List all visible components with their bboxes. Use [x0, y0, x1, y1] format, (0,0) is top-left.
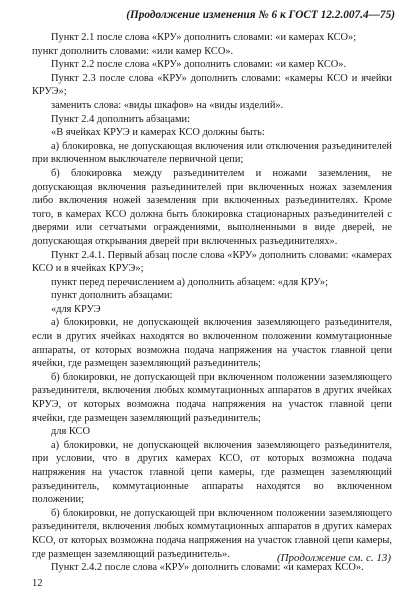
paragraph: для КСО — [51, 426, 90, 438]
paragraph: «В ячейках КРУЭ и камерах КСО должны быть: — [51, 127, 265, 139]
paragraph: б) блокировки, не допускающей при включенном положении заземляющего разъединителя, включения любых коммутационных аппаратов в других камерах КСО, от которых возможна подача напряжения на участок главной цепи камеры, где размещен заземляющий разъединитель». — [32, 507, 392, 560]
paragraph: а) блокировки, не допускающей включения заземляющего разъединителя, при условии, что в других камерах КСО, от которых возможна подача напряжения на участок главной цепи камеры, где размещен заземляющий разъединитель, коммутационные аппараты находятся во включенном положении; — [32, 439, 392, 506]
paragraph: Пункт 2.2 после слова «КРУ» дополнить словами: «и камер КСО». — [51, 59, 347, 71]
page-header: (Продолжение изменения № 6 к ГОСТ 12.2.007.4—75) — [126, 9, 395, 21]
paragraph: а) блокировка, не допускающая включения или отключения разъединителей при включенном выключателе первичной цепи; — [32, 140, 392, 166]
paragraph: Пункт 2.4 дополнить абзацами: — [51, 113, 190, 125]
paragraph: пункт перед перечислением а) дополнить абзацем: «для КРУ»; — [51, 276, 328, 288]
paragraph: а) блокировки, не допускающей включения заземляющего разъединителя, если в других ячейках находятся во включенном положении коммутационные аппараты, от которых возможна подача напряжения на участок главной цепи ячейки, где размещен заземляющий разъединитель; — [32, 317, 392, 370]
continuation-note: (Продолжение см. с. 13) — [276, 552, 391, 564]
page-number: 12 — [32, 578, 43, 589]
paragraph: пункт дополнить словами: «или камер КСО». — [32, 45, 234, 57]
paragraph: заменить слова: «виды шкафов» на «виды изделий». — [51, 99, 284, 111]
paragraph: б) блокировка между разъединителем и ножами заземления, не допускающая включения разъединителей при включенных ножах заземления либо включения ножей заземления при включенных разъединителях. Кроме того, в камерах КСО должна быть блокировка стационарных разъединителей с дверями или сетчатыми ограждениями, выполненными в виде дверей, не допускающая открывания дверей при включенных разъединителях». — [32, 167, 392, 247]
document-body — [32, 31, 392, 575]
paragraph: пункт дополнить абзацами: — [51, 290, 173, 302]
paragraph: Пункт 2.4.1. Первый абзац после слова «КРУ» дополнить словами: «камерах КСО и в ячейках КРУЭ»; — [32, 249, 392, 275]
paragraph: б) блокировки, не допускающей при включенном положении заземляющего разъединителя, включения любых коммутационных аппаратов в других ячейках КРУЭ, от которых возможна подача напряжения на участок главной цепи ячейки, где размещен заземляющий разъединитель; — [32, 371, 392, 424]
paragraph: Пункт 2.1 после слова «КРУ» дополнить словами: «и камерах КСО»; — [51, 32, 357, 43]
paragraph: Пункт 2.4.2 после слова «КРУ» дополнить словами: «и камерах КСО». — [51, 562, 364, 574]
paragraph: «для КРУЭ — [51, 303, 101, 315]
paragraph: Пункт 2.3 после слова «КРУ» дополнить словами: «камеры КСО и ячейки КРУЭ»; — [32, 72, 392, 98]
